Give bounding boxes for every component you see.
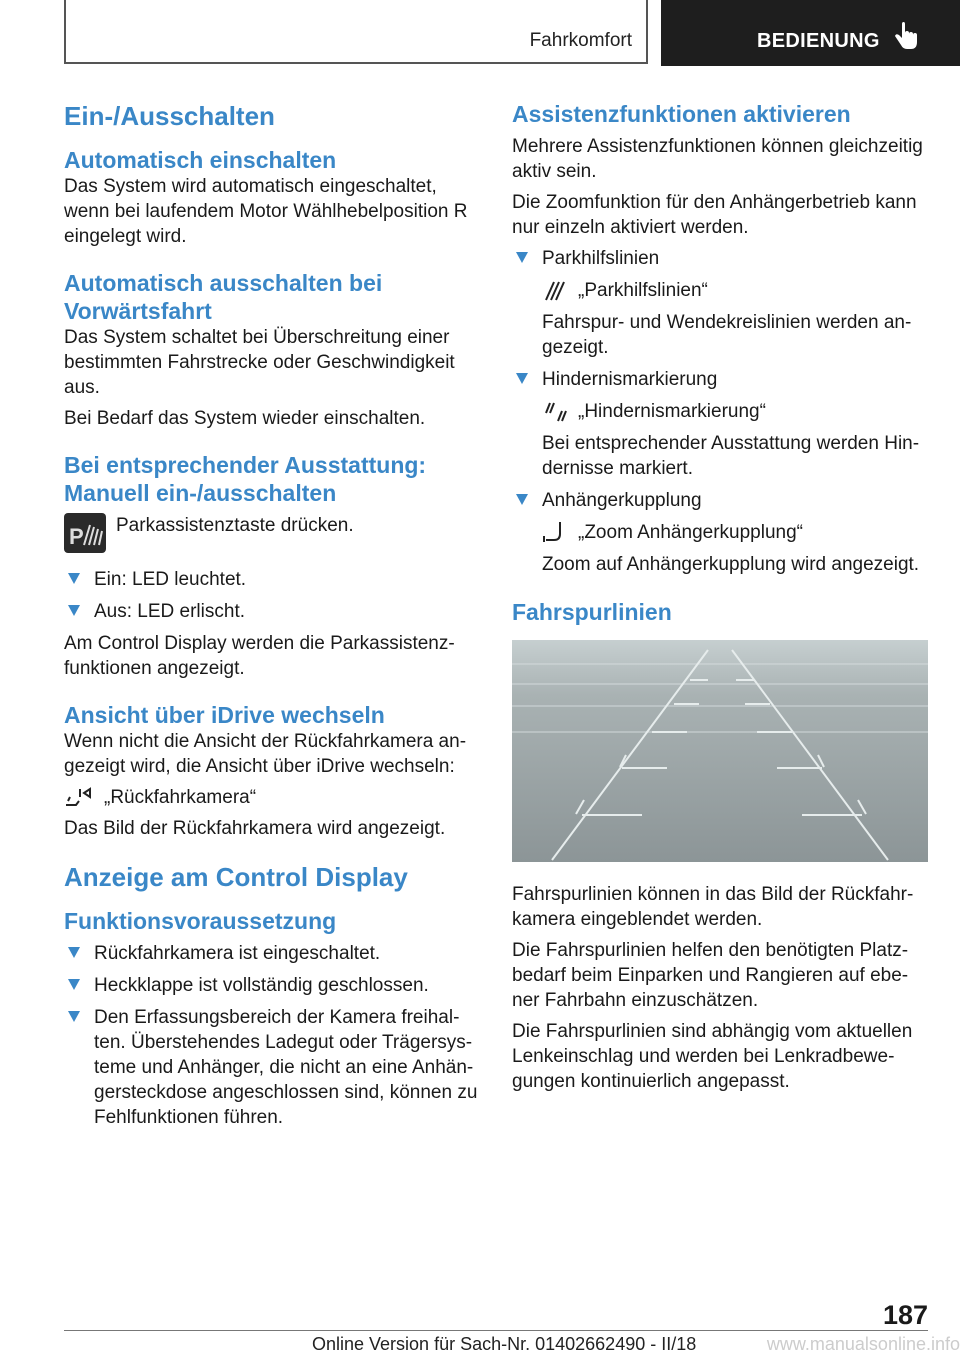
heading-funktionsvoraussetzung: Funktionsvoraussetzung (64, 908, 337, 934)
list-item: Rückfahrkamera ist eingeschaltet. (64, 941, 484, 966)
watermark: www.manualsonline.info (766, 1334, 960, 1354)
para-assistenz-2: Die Zoomfunktion für den Anhängerbetrieb kann nur einzeln aktiviert werden. (512, 192, 917, 238)
header-chapter-tab (661, 0, 960, 66)
list-item: Hindernismarkierung „Hindernismarkierung“ Bei entsprechender Ausstattung werden Hindernisse markiert. (512, 367, 928, 481)
heading-automatisch-ausschalten: Automatisch ausschalten bei Vorwärtsfahrt (64, 270, 383, 324)
list-item: Den Erfassungsbereich der Kamera freihalten. Überstehendes Ladegut oder Trägersysteme und Anhänger, die nicht an eine Anhängersteckdose angeschlossen sind, können zu Fehlfunktionen führen. (64, 1005, 484, 1130)
para-fahrspur-3: Die Fahrspurlinien sind abhängig vom aktuellen Lenkeinschlag und werden bei Lenkradbewegungen kontinuierlich angepasst. (512, 1021, 913, 1092)
para-idrive: Wenn nicht die Ansicht der Rückfahrkamera angezeigt wird, die Ansicht über iDrive wechseln: (64, 731, 467, 777)
heading-automatisch-einschalten: Automatisch einschalten (64, 147, 337, 173)
para-wieder-einschalten: Bei Bedarf das System wieder einschalten. (64, 408, 426, 429)
list-item: Ein: LED leuchtet. (64, 567, 484, 592)
para-fahrspur-2: Die Fahrspurlinien helfen den benötigten Platzbedarf beim Einparken und Rangieren auf ebener Fahrbahn einzuschätzen. (512, 940, 909, 1011)
heading-ein-ausschalten: Ein-/Ausschalten (64, 101, 275, 131)
footer-rule (64, 1330, 928, 1331)
heading-manuell: Bei entsprechender Ausstattung: Manuell ein-/ausschalten (64, 452, 427, 506)
menu-rueckfahrkamera: „Rückfahrkamera“ (64, 785, 484, 810)
header-section-box (64, 0, 648, 64)
right-column (512, 100, 928, 1094)
list-item: Aus: LED erlischt. (64, 599, 484, 624)
park-assist-button-icon (64, 513, 106, 553)
heading-anzeige: Anzeige am Control Display (64, 862, 408, 892)
heading-assistenz: Assistenzfunktionen aktivieren (512, 101, 851, 127)
trailer-hitch-icon (542, 520, 568, 544)
para-assistenz-1: Mehrere Assistenzfunktionen können gleichzeitig aktiv sein. (512, 136, 923, 182)
hand-pointer-icon (893, 22, 919, 52)
online-version-text: Online Version für Sach-Nr. 01402662490 - II/18 (312, 1334, 697, 1354)
list-item: Heckklappe ist vollständig geschlossen. (64, 973, 484, 998)
list-item: Anhängerkupplung „Zoom Anhängerkupplung“ Zoom auf Anhängerkupplung wird angezeigt. (512, 488, 928, 577)
para-automatisch-einschalten: Das System wird automatisch eingeschaltet, wenn bei laufendem Motor Wählhebelposition R eingelegt wird. (64, 176, 468, 247)
parking-button-row (64, 513, 484, 553)
para-automatisch-ausschalten: Das System schaltet bei Überschreitung einer bestimmten Fahrstrecke oder Geschwindigkeit aus. (64, 327, 455, 398)
led-list (64, 567, 484, 624)
heading-fahrspurlinien: Fahrspurlinien (512, 599, 672, 625)
function-list (64, 941, 484, 1130)
parking-lines-icon (542, 278, 568, 302)
svg-text:P: P (69, 524, 84, 549)
left-column (64, 100, 484, 1137)
para-control-display: Am Control Display werden die Parkassistenzfunktionen angezeigt. (64, 633, 455, 679)
list-item: Parkhilfslinien „Parkhilfslinien“ Fahrspur- und Wendekreislinien werden angezeigt. (512, 246, 928, 360)
header-chapter-label: BEDIENUNG (757, 30, 880, 52)
para-fahrspur-1: Fahrspurlinien können in das Bild der Rückfahrkamera eingeblendet werden. (512, 884, 914, 930)
lane-lines-image (512, 640, 928, 862)
camera-icon (64, 785, 94, 809)
page-number: 187 (882, 1300, 928, 1330)
header-section-title: Fahrkomfort (529, 30, 632, 51)
assist-list (512, 246, 928, 577)
heading-idrive: Ansicht über iDrive wechseln (64, 702, 385, 728)
para-bild: Das Bild der Rückfahrkamera wird angezeigt. (64, 818, 446, 839)
park-button-text: Parkassistenztaste drücken. (116, 515, 354, 536)
obstacle-marking-icon (542, 399, 568, 423)
